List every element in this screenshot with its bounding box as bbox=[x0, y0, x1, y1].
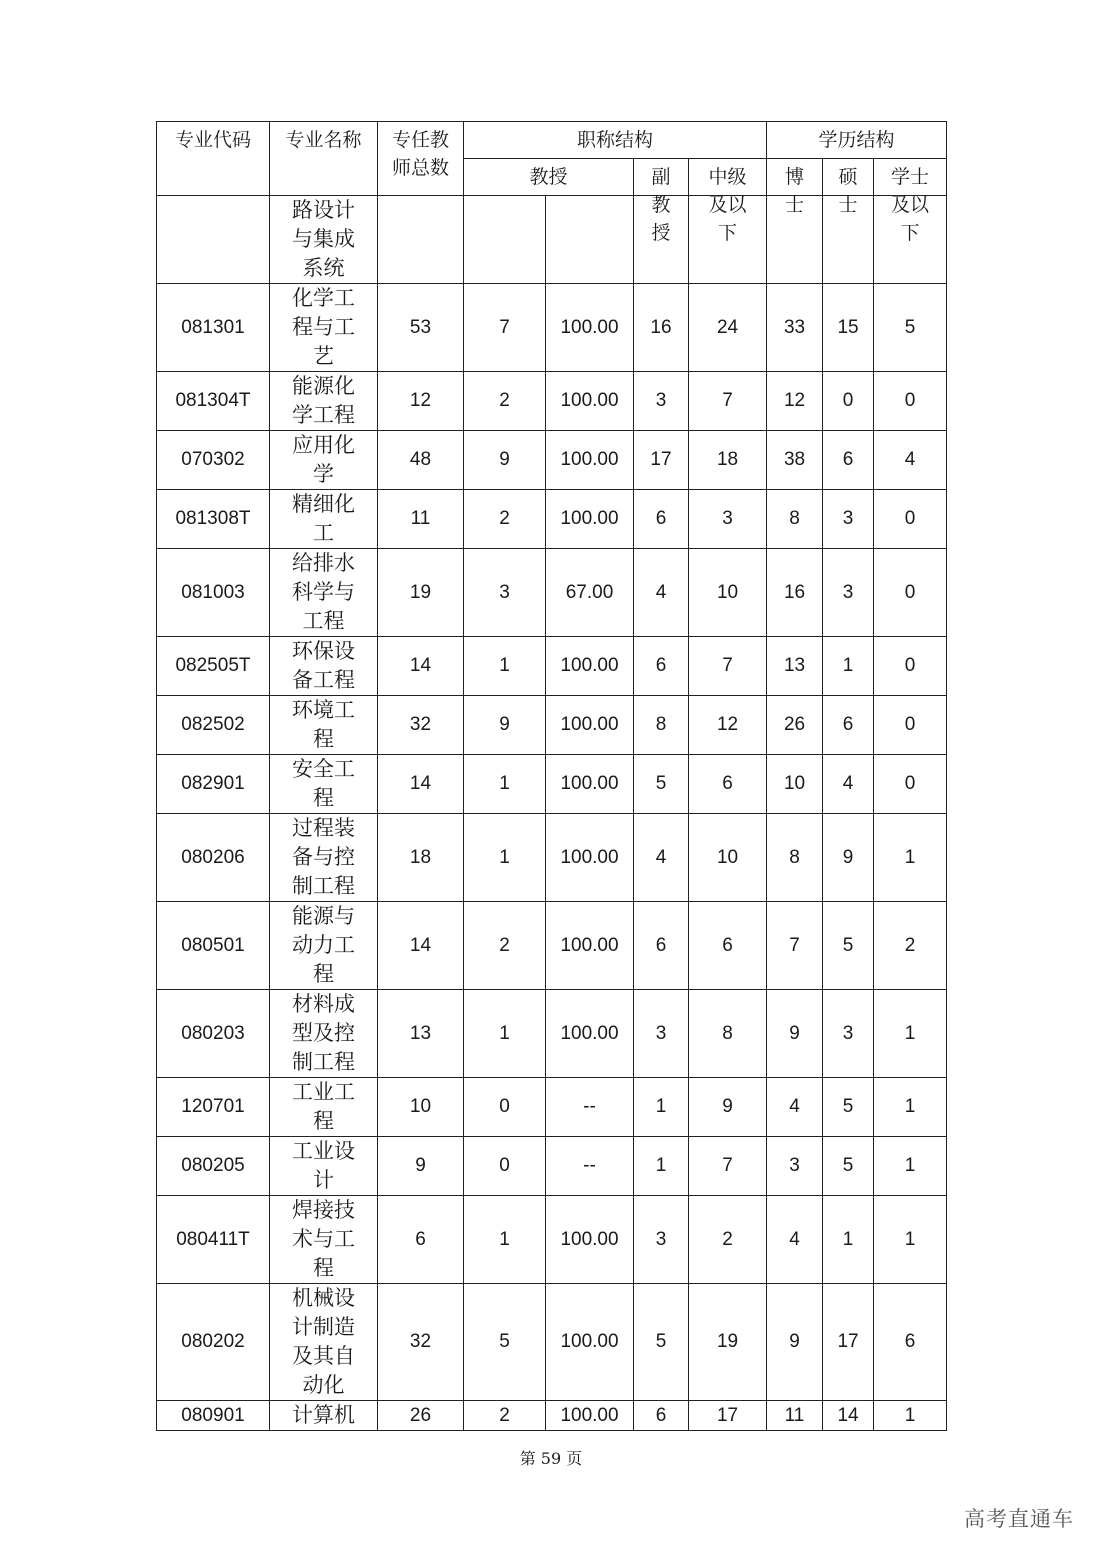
cell-mid-level: 9 bbox=[689, 1078, 767, 1137]
cell-professor: 0 bbox=[464, 1078, 546, 1137]
cell-name: 精细化工 bbox=[270, 490, 378, 549]
table-row bbox=[157, 284, 947, 372]
cell-master: 6 bbox=[823, 431, 874, 490]
cell-name: 焊接技术与工程 bbox=[270, 1196, 378, 1284]
cell-code: 081003 bbox=[157, 549, 270, 637]
cell-mid-level: 10 bbox=[689, 549, 767, 637]
cell-professor: 1 bbox=[464, 637, 546, 696]
cell-bachelor: 2 bbox=[874, 902, 947, 990]
cell-mid-level: 3 bbox=[689, 490, 767, 549]
cell-assoc-professor: 5 bbox=[634, 1284, 689, 1401]
cell-assoc-professor: 1 bbox=[634, 1078, 689, 1137]
cell-doctor: 26 bbox=[767, 696, 823, 755]
cell-professor: 2 bbox=[464, 372, 546, 431]
cell-name: 能源化学工程 bbox=[270, 372, 378, 431]
cell-doctor: 12 bbox=[767, 372, 823, 431]
cell-name: 工业设计 bbox=[270, 1137, 378, 1196]
table-row bbox=[157, 637, 947, 696]
cell-doctor: 8 bbox=[767, 490, 823, 549]
table-row bbox=[157, 372, 947, 431]
cell-teachers: 12 bbox=[378, 372, 464, 431]
table-row bbox=[157, 814, 947, 902]
table-body bbox=[157, 196, 947, 1431]
cell-assoc-professor: 5 bbox=[634, 755, 689, 814]
cell-assoc-professor: 8 bbox=[634, 696, 689, 755]
cell-doctor: 4 bbox=[767, 1196, 823, 1284]
cell-doctor: 33 bbox=[767, 284, 823, 372]
cell-master: 5 bbox=[823, 902, 874, 990]
cell-code: 120701 bbox=[157, 1078, 270, 1137]
cell-bachelor: 0 bbox=[874, 372, 947, 431]
cell-assoc-professor: 6 bbox=[634, 902, 689, 990]
cell-code: 082505T bbox=[157, 637, 270, 696]
cell-bachelor: 1 bbox=[874, 814, 947, 902]
cell-code: 080202 bbox=[157, 1284, 270, 1401]
cell-assoc-professor: 3 bbox=[634, 990, 689, 1078]
header-professor: 教授 bbox=[464, 159, 634, 196]
cell-master: 3 bbox=[823, 549, 874, 637]
cell-bachelor: 0 bbox=[874, 696, 947, 755]
cell-teachers: 14 bbox=[378, 755, 464, 814]
cell-master: 1 bbox=[823, 1196, 874, 1284]
cell-mid-level: 10 bbox=[689, 814, 767, 902]
cell-master: 15 bbox=[823, 284, 874, 372]
cell-teachers: 32 bbox=[378, 696, 464, 755]
cell-teachers: 18 bbox=[378, 814, 464, 902]
table-row bbox=[157, 990, 947, 1078]
cell-master: 1 bbox=[823, 637, 874, 696]
cell-code: 082901 bbox=[157, 755, 270, 814]
cell-teachers: 48 bbox=[378, 431, 464, 490]
header-bachelor: 学士及以下 bbox=[874, 159, 947, 196]
watermark-text: 高考直通车 bbox=[964, 1507, 1074, 1531]
cell-professor-pct: 100.00 bbox=[546, 637, 634, 696]
cell-assoc-professor: 4 bbox=[634, 814, 689, 902]
cell-bachelor: 0 bbox=[874, 490, 947, 549]
header-assoc-professor: 副教授 bbox=[634, 159, 689, 196]
cell-professor: 1 bbox=[464, 755, 546, 814]
cell-code: 080206 bbox=[157, 814, 270, 902]
cell-professor-pct: 100.00 bbox=[546, 755, 634, 814]
cell-master: 3 bbox=[823, 490, 874, 549]
cell-master: 14 bbox=[823, 1401, 874, 1431]
cell-doctor: 4 bbox=[767, 1078, 823, 1137]
cell-code: 080901 bbox=[157, 1401, 270, 1431]
cell-name: 给排水科学与工程 bbox=[270, 549, 378, 637]
header-mid-level: 中级及以下 bbox=[689, 159, 767, 196]
table-row bbox=[157, 902, 947, 990]
cell-name: 安全工程 bbox=[270, 755, 378, 814]
cell-professor: 2 bbox=[464, 490, 546, 549]
cell-doctor: 3 bbox=[767, 1137, 823, 1196]
page-number: 第 59 页 bbox=[519, 1449, 583, 1468]
cell-professor: 3 bbox=[464, 549, 546, 637]
cell-assoc-professor: 17 bbox=[634, 431, 689, 490]
cell-assoc-professor: 16 bbox=[634, 284, 689, 372]
cell-teachers: 11 bbox=[378, 490, 464, 549]
cell-name: 能源与动力工程 bbox=[270, 902, 378, 990]
cell-bachelor: 1 bbox=[874, 990, 947, 1078]
cell-professor-pct: 100.00 bbox=[546, 814, 634, 902]
cell-name: 过程装备与控制工程 bbox=[270, 814, 378, 902]
cell-mid-level: 2 bbox=[689, 1196, 767, 1284]
cell-bachelor: 5 bbox=[874, 284, 947, 372]
cell-professor: 2 bbox=[464, 902, 546, 990]
table-row bbox=[157, 490, 947, 549]
cell-name: 路设计与集成系统 bbox=[270, 196, 378, 284]
cell-master: 0 bbox=[823, 372, 874, 431]
cell-bachelor: 1 bbox=[874, 1078, 947, 1137]
cell-professor-pct: 100.00 bbox=[546, 431, 634, 490]
cell-code: 081304T bbox=[157, 372, 270, 431]
cell-teachers: 32 bbox=[378, 1284, 464, 1401]
header-doctor: 博士 bbox=[767, 159, 823, 196]
cell-mid-level: 6 bbox=[689, 902, 767, 990]
cell-teachers: 14 bbox=[378, 637, 464, 696]
cell-assoc-professor: 6 bbox=[634, 1401, 689, 1431]
header-teachers: 专任教师总数 bbox=[378, 122, 464, 196]
cell-professor-pct: 100.00 bbox=[546, 490, 634, 549]
cell-master: 4 bbox=[823, 755, 874, 814]
header-title-structure: 职称结构 bbox=[464, 122, 767, 159]
cell-doctor: 7 bbox=[767, 902, 823, 990]
cell-master: 3 bbox=[823, 990, 874, 1078]
cell-bachelor: 0 bbox=[874, 755, 947, 814]
cell-code: 080205 bbox=[157, 1137, 270, 1196]
header-code: 专业代码 bbox=[157, 122, 270, 196]
cell-professor: 5 bbox=[464, 1284, 546, 1401]
cell-professor-pct: -- bbox=[546, 1078, 634, 1137]
cell-mid-level: 8 bbox=[689, 990, 767, 1078]
cell-bachelor: 0 bbox=[874, 549, 947, 637]
cell-mid-level: 17 bbox=[689, 1401, 767, 1431]
cell-mid-level: 7 bbox=[689, 637, 767, 696]
cell-professor-pct: 100.00 bbox=[546, 284, 634, 372]
cell-professor-pct: 100.00 bbox=[546, 902, 634, 990]
cell-name: 环保设备工程 bbox=[270, 637, 378, 696]
cell-name: 工业工程 bbox=[270, 1078, 378, 1137]
cell-teachers: 9 bbox=[378, 1137, 464, 1196]
cell-professor-pct: 100.00 bbox=[546, 1284, 634, 1401]
cell-professor-pct: 67.00 bbox=[546, 549, 634, 637]
cell-doctor: 9 bbox=[767, 1284, 823, 1401]
cell-master: 9 bbox=[823, 814, 874, 902]
cell-assoc-professor: 3 bbox=[634, 372, 689, 431]
cell-code: 080203 bbox=[157, 990, 270, 1078]
cell-code: 080411T bbox=[157, 1196, 270, 1284]
table-row bbox=[157, 431, 947, 490]
cell-code: 070302 bbox=[157, 431, 270, 490]
cell-name: 材料成型及控制工程 bbox=[270, 990, 378, 1078]
cell-master: 5 bbox=[823, 1137, 874, 1196]
table-row bbox=[157, 1078, 947, 1137]
cell-professor-pct bbox=[546, 196, 634, 284]
cell-mid-level: 12 bbox=[689, 696, 767, 755]
cell-professor: 0 bbox=[464, 1137, 546, 1196]
cell-professor: 9 bbox=[464, 696, 546, 755]
cell-professor-pct: 100.00 bbox=[546, 372, 634, 431]
cell-professor: 1 bbox=[464, 990, 546, 1078]
cell-teachers: 26 bbox=[378, 1401, 464, 1431]
cell-master: 6 bbox=[823, 696, 874, 755]
cell-bachelor: 4 bbox=[874, 431, 947, 490]
cell-professor: 1 bbox=[464, 1196, 546, 1284]
cell-doctor: 8 bbox=[767, 814, 823, 902]
cell-mid-level: 19 bbox=[689, 1284, 767, 1401]
table-row bbox=[157, 1401, 947, 1431]
cell-professor bbox=[464, 196, 546, 284]
cell-doctor: 16 bbox=[767, 549, 823, 637]
cell-professor-pct: 100.00 bbox=[546, 990, 634, 1078]
cell-bachelor: 1 bbox=[874, 1401, 947, 1431]
cell-professor: 7 bbox=[464, 284, 546, 372]
table-row bbox=[157, 196, 947, 284]
table-row bbox=[157, 1284, 947, 1401]
cell-mid-level: 24 bbox=[689, 284, 767, 372]
cell-master: 17 bbox=[823, 1284, 874, 1401]
cell-name: 环境工程 bbox=[270, 696, 378, 755]
cell-bachelor: 6 bbox=[874, 1284, 947, 1401]
header-master: 硕士 bbox=[823, 159, 874, 196]
cell-mid-level: 7 bbox=[689, 1137, 767, 1196]
cell-code bbox=[157, 196, 270, 284]
cell-mid-level: 7 bbox=[689, 372, 767, 431]
cell-master: 5 bbox=[823, 1078, 874, 1137]
cell-doctor: 13 bbox=[767, 637, 823, 696]
cell-professor-pct: -- bbox=[546, 1137, 634, 1196]
cell-doctor: 11 bbox=[767, 1401, 823, 1431]
cell-teachers: 19 bbox=[378, 549, 464, 637]
cell-professor-pct: 100.00 bbox=[546, 1196, 634, 1284]
cell-bachelor: 0 bbox=[874, 637, 947, 696]
cell-code: 082502 bbox=[157, 696, 270, 755]
cell-assoc-professor: 3 bbox=[634, 1196, 689, 1284]
cell-code: 081308T bbox=[157, 490, 270, 549]
cell-doctor: 10 bbox=[767, 755, 823, 814]
table-row bbox=[157, 696, 947, 755]
cell-assoc-professor: 1 bbox=[634, 1137, 689, 1196]
cell-teachers: 10 bbox=[378, 1078, 464, 1137]
cell-teachers: 13 bbox=[378, 990, 464, 1078]
cell-professor-pct: 100.00 bbox=[546, 696, 634, 755]
cell-bachelor: 1 bbox=[874, 1137, 947, 1196]
cell-professor: 9 bbox=[464, 431, 546, 490]
cell-professor-pct: 100.00 bbox=[546, 1401, 634, 1431]
cell-name: 计算机 bbox=[270, 1401, 378, 1431]
cell-code: 080501 bbox=[157, 902, 270, 990]
cell-name: 机械设计制造及其自动化 bbox=[270, 1284, 378, 1401]
cell-professor: 1 bbox=[464, 814, 546, 902]
table-row bbox=[157, 755, 947, 814]
cell-doctor: 38 bbox=[767, 431, 823, 490]
faculty-structure-table bbox=[156, 121, 947, 1431]
cell-professor: 2 bbox=[464, 1401, 546, 1431]
table-row bbox=[157, 1137, 947, 1196]
cell-name: 应用化学 bbox=[270, 431, 378, 490]
cell-doctor: 9 bbox=[767, 990, 823, 1078]
header-name: 专业名称 bbox=[270, 122, 378, 196]
cell-assoc-professor: 6 bbox=[634, 490, 689, 549]
cell-teachers: 14 bbox=[378, 902, 464, 990]
cell-assoc-professor: 4 bbox=[634, 549, 689, 637]
table-row bbox=[157, 1196, 947, 1284]
cell-mid-level: 6 bbox=[689, 755, 767, 814]
header-degree-structure: 学历结构 bbox=[767, 122, 947, 159]
cell-mid-level: 18 bbox=[689, 431, 767, 490]
cell-teachers bbox=[378, 196, 464, 284]
table-row bbox=[157, 549, 947, 637]
cell-code: 081301 bbox=[157, 284, 270, 372]
cell-assoc-professor: 6 bbox=[634, 637, 689, 696]
cell-bachelor: 1 bbox=[874, 1196, 947, 1284]
cell-teachers: 53 bbox=[378, 284, 464, 372]
cell-teachers: 6 bbox=[378, 1196, 464, 1284]
cell-name: 化学工程与工艺 bbox=[270, 284, 378, 372]
